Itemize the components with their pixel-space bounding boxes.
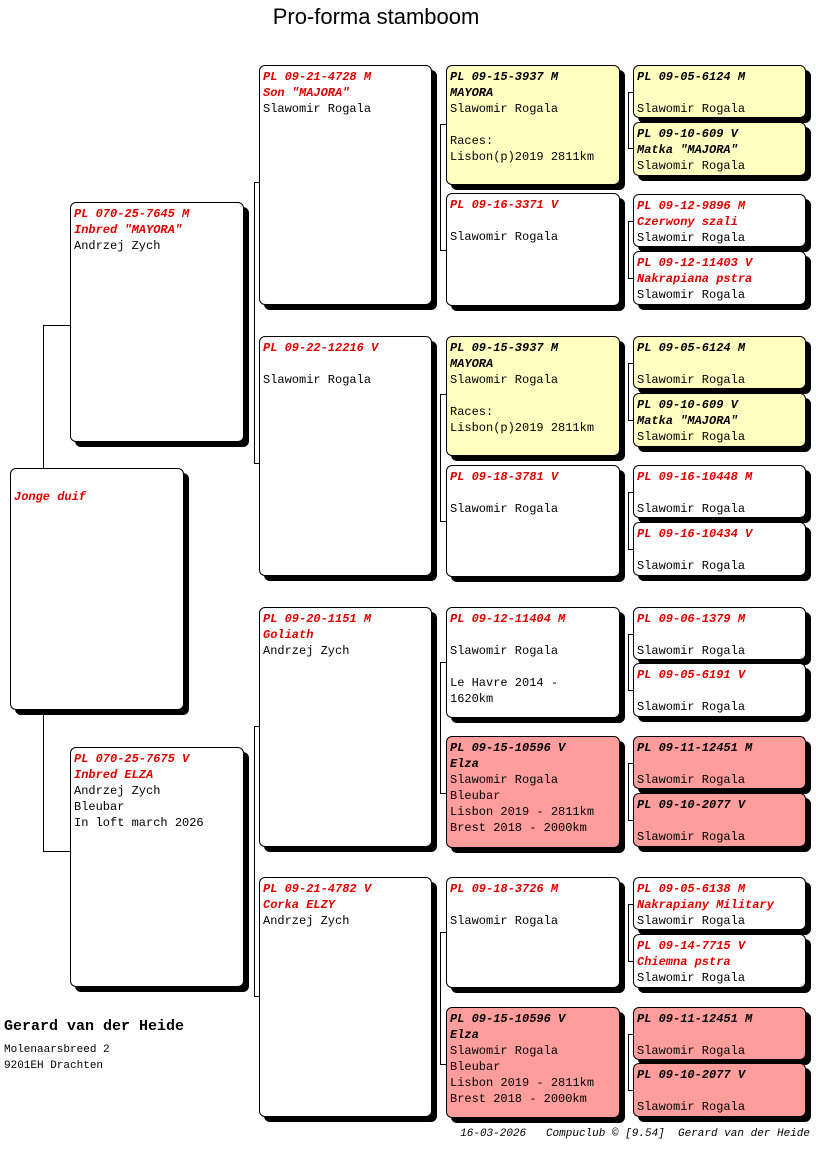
- breeder: Slawomir Rogala: [637, 830, 746, 844]
- pigeon-card-subject[interactable]: [10, 468, 184, 710]
- breeder: Slawomir Rogala: [450, 230, 559, 244]
- pigeon-name: [637, 813, 802, 829]
- breeder: Andrzej Zych: [263, 644, 350, 658]
- color: Bleubar: [450, 789, 501, 803]
- ring-number: PL 09-18-3726 M: [450, 882, 559, 896]
- ring-number: PL 09-15-3937 M: [450, 70, 559, 84]
- breeder: Slawomir Rogala: [637, 1044, 746, 1058]
- color: Bleubar: [74, 800, 125, 814]
- pigeon-name: [450, 213, 616, 229]
- ring-number: PL 09-05-6124 M: [637, 341, 746, 355]
- pigeon-card-mmmf[interactable]: [633, 1007, 806, 1060]
- pigeon-name: [450, 627, 616, 643]
- note: In loft march 2026: [74, 816, 204, 830]
- races-label: Races:: [450, 134, 494, 148]
- breeder: Andrzej Zych: [263, 914, 350, 928]
- race-result: 1620km: [450, 692, 494, 706]
- ring-number: PL 09-10-2077 V: [637, 798, 746, 812]
- pigeon-name: [637, 756, 802, 772]
- breeder: Slawomir Rogala: [637, 159, 746, 173]
- pigeon-card-mff[interactable]: [446, 607, 620, 718]
- ring-number: PL 09-11-12451 M: [637, 741, 753, 755]
- ring-number: PL 09-10-2077 V: [637, 1068, 746, 1082]
- ring-number: PL 09-21-4728 M: [263, 70, 372, 84]
- breeder: Slawomir Rogala: [637, 373, 746, 387]
- ring-number: PL 09-06-1379 M: [637, 612, 746, 626]
- pigeon-card-mmff[interactable]: [633, 877, 806, 930]
- races-label: Races:: [450, 405, 494, 419]
- pigeon-card-mmfm[interactable]: [633, 934, 806, 988]
- race-result: Brest 2018 - 2000km: [450, 821, 587, 835]
- pigeon-card-fmmm[interactable]: [633, 522, 806, 576]
- race-result: Lisbon(p)2019 2811km: [450, 421, 595, 435]
- ring-number: PL 09-22-12216 V: [263, 341, 379, 355]
- ring-number: PL 09-11-12451 M: [637, 1012, 753, 1026]
- race-result: Lisbon 2019 - 2811km: [450, 1076, 595, 1090]
- pigeon-card-mmmm[interactable]: [633, 1063, 806, 1117]
- breeder: Slawomir Rogala: [450, 102, 559, 116]
- pigeon-card-fmfm[interactable]: [633, 393, 806, 447]
- breeder: Slawomir Rogala: [637, 231, 746, 245]
- pigeon-name: [450, 897, 616, 913]
- breeder: Slawomir Rogala: [637, 288, 746, 302]
- ring-number: PL 09-10-609 V: [637, 127, 738, 141]
- pigeon-card-dam[interactable]: [70, 747, 244, 987]
- ring-number: PL 09-15-10596 V: [450, 1012, 566, 1026]
- pigeon-card-ffmm[interactable]: [633, 251, 806, 305]
- ring-number: PL 09-15-10596 V: [450, 741, 566, 755]
- ring-number: PL 09-05-6124 M: [637, 70, 746, 84]
- pigeon-card-mfff[interactable]: [633, 607, 806, 660]
- pigeon-card-fffm[interactable]: [633, 122, 806, 176]
- pigeon-name: Nakrapiany Military: [637, 898, 774, 912]
- pigeon-name: Czerwony szali: [637, 215, 738, 229]
- pigeon-card-ffmf[interactable]: [633, 194, 806, 247]
- pigeon-card-ffm[interactable]: [446, 193, 620, 306]
- pigeon-card-mffm[interactable]: [633, 663, 806, 717]
- pigeon-name: [637, 1083, 802, 1099]
- pigeon-name: Inbred ELZA: [74, 768, 154, 782]
- ring-number: PL 09-20-1151 M: [263, 612, 372, 626]
- pigeon-name: [637, 1027, 802, 1043]
- breeder: Slawomir Rogala: [450, 773, 559, 787]
- pigeon-name: Goliath: [263, 628, 314, 642]
- breeder: Andrzej Zych: [74, 239, 161, 253]
- pigeon-card-fmmf[interactable]: [633, 465, 806, 518]
- color: Bleubar: [450, 1060, 501, 1074]
- breeder: Slawomir Rogala: [450, 1044, 559, 1058]
- pigeon-card-fm[interactable]: [259, 336, 432, 576]
- pigeon-card-mfmf[interactable]: [633, 736, 806, 789]
- ring-number: PL 09-18-3781 V: [450, 470, 559, 484]
- pigeon-name: Matka "MAJORA": [637, 143, 738, 157]
- pigeon-card-fmm[interactable]: [446, 465, 620, 577]
- pigeon-card-mf[interactable]: [259, 607, 432, 847]
- breeder: Slawomir Rogala: [637, 559, 746, 573]
- breeder: Slawomir Rogala: [450, 914, 559, 928]
- owner-address-line-2: 9201EH Drachten: [4, 1060, 104, 1072]
- breeder: Slawomir Rogala: [263, 373, 372, 387]
- ring-number: PL 070-25-7675 V: [74, 752, 190, 766]
- ring-number: PL 09-21-4782 V: [263, 882, 372, 896]
- pigeon-name: Matka "MAJORA": [637, 414, 738, 428]
- page-title: Pro-forma stamboom: [272, 4, 480, 29]
- pigeon-card-ffff[interactable]: [633, 65, 806, 118]
- ring-number: PL 09-15-3937 M: [450, 341, 559, 355]
- pigeon-name: [450, 485, 616, 501]
- ring-number: PL 09-12-11404 M: [450, 612, 566, 626]
- race-result: Brest 2018 - 2000km: [450, 1092, 587, 1106]
- pigeon-name: Son "MAJORA": [263, 86, 350, 100]
- breeder: Slawomir Rogala: [637, 644, 746, 658]
- breeder: Slawomir Rogala: [637, 1100, 746, 1114]
- pigeon-name: [263, 356, 428, 372]
- ring-number: PL 09-16-10448 M: [637, 470, 753, 484]
- pigeon-card-sire[interactable]: [70, 202, 244, 442]
- breeder: Slawomir Rogala: [637, 700, 746, 714]
- pigeon-name: Jonge duif: [14, 490, 87, 504]
- pigeon-name: [637, 683, 802, 699]
- pigeon-name: MAYORA: [450, 86, 494, 100]
- race-result: Lisbon(p)2019 2811km: [450, 150, 595, 164]
- pigeon-name: [637, 356, 802, 372]
- owner-name: Gerard van der Heide: [4, 1018, 185, 1035]
- pigeon-name: Inbred "MAYORA": [74, 223, 183, 237]
- ring-number: PL 09-05-6138 M: [637, 882, 746, 896]
- pigeon-name: Corka ELZY: [263, 898, 336, 912]
- pigeon-name: [637, 485, 802, 501]
- breeder: Slawomir Rogala: [637, 502, 746, 516]
- owner-address-line-1: Molenaarsbreed 2: [4, 1044, 110, 1056]
- ring-number: PL 09-14-7715 V: [637, 939, 746, 953]
- pigeon-card-fff[interactable]: [446, 65, 620, 185]
- footer-text: 16-03-2026 Compuclub © [9.54] Gerard van der Heide: [460, 1128, 810, 1140]
- ring-number: PL 070-25-7645 M: [74, 207, 190, 221]
- pigeon-name: [637, 542, 802, 558]
- breeder: Andrzej Zych: [74, 784, 161, 798]
- pigeon-name: [637, 627, 802, 643]
- race-result: Lisbon 2019 - 2811km: [450, 805, 595, 819]
- breeder: Slawomir Rogala: [637, 102, 746, 116]
- ring-number: PL 09-12-9896 M: [637, 199, 746, 213]
- ring-number: PL 09-05-6191 V: [637, 668, 746, 682]
- pigeon-name: MAYORA: [450, 357, 494, 371]
- pigeon-name: Chiemna pstra: [637, 955, 731, 969]
- pigeon-card-ff[interactable]: [259, 65, 432, 305]
- breeder: Slawomir Rogala: [637, 430, 746, 444]
- ring-number: PL 09-12-11403 V: [637, 256, 753, 270]
- spacer-line: [450, 117, 616, 133]
- breeder: Slawomir Rogala: [637, 971, 746, 985]
- ring-number: PL 09-10-609 V: [637, 398, 738, 412]
- pigeon-name: Elza: [450, 1028, 479, 1042]
- ring-number: PL 09-16-3371 V: [450, 198, 559, 212]
- spacer-line: [450, 659, 616, 675]
- pigeon-card-mfmm[interactable]: [633, 793, 806, 847]
- pigeon-card-mm[interactable]: [259, 877, 432, 1117]
- pigeon-card-fmf[interactable]: [446, 336, 620, 456]
- breeder: Slawomir Rogala: [450, 644, 559, 658]
- pigeon-card-mfm[interactable]: [446, 736, 620, 848]
- spacer-line: [450, 388, 616, 404]
- pigeon-name: Elza: [450, 757, 479, 771]
- pigeon-card-mmm[interactable]: [446, 1007, 620, 1118]
- breeder: Slawomir Rogala: [263, 102, 372, 116]
- breeder: Slawomir Rogala: [450, 373, 559, 387]
- breeder: Slawomir Rogala: [450, 502, 559, 516]
- breeder: Slawomir Rogala: [637, 773, 746, 787]
- ring-number: PL 09-16-10434 V: [637, 527, 753, 541]
- pigeon-name: [637, 85, 802, 101]
- race-result: Le Havre 2014 -: [450, 676, 559, 690]
- pigeon-card-fmff[interactable]: [633, 336, 806, 389]
- pigeon-card-mmf[interactable]: [446, 877, 620, 988]
- breeder: Slawomir Rogala: [637, 914, 746, 928]
- pigeon-name: Nakrapiana pstra: [637, 272, 753, 286]
